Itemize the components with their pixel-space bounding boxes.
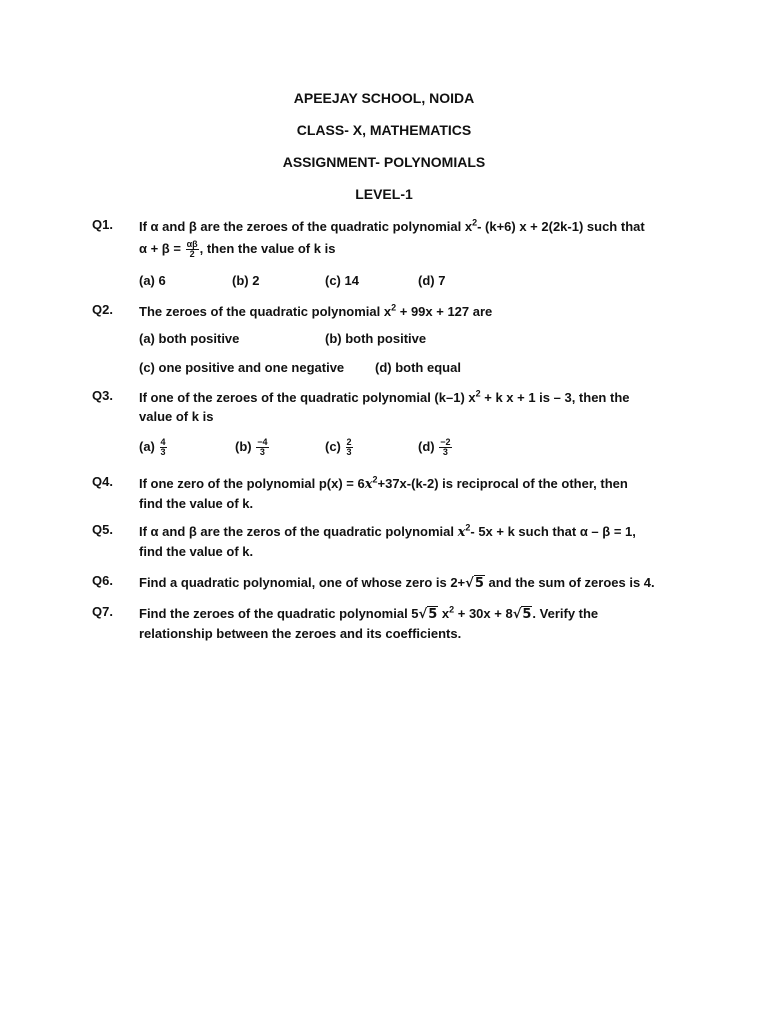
text-part: α + β = (139, 241, 181, 256)
question-line-2: find the value of k. (139, 496, 254, 511)
question-line-1 (139, 604, 679, 624)
level-title: LEVEL-1 (355, 186, 413, 202)
variable: x (457, 525, 466, 540)
radicand: 5 (474, 576, 484, 591)
superscript: 2 (475, 388, 481, 399)
text-part: The zeroes of the quadratic polynomial x (139, 304, 392, 319)
text-part: - 5x + k such that α – β = 1, (470, 524, 636, 539)
superscript: 2 (472, 217, 478, 228)
text-part: If α and β are the zeros of the quadratic polynomial (139, 524, 458, 539)
option-b: (b) both positive (325, 331, 427, 346)
radicand: 5 (522, 607, 532, 622)
option-b (235, 438, 270, 457)
text-part: Find the zeroes of the quadratic polynomial 5 (139, 606, 419, 621)
fraction (346, 438, 353, 457)
text-part: If one zero of the polynomial p(x) = 6 (139, 476, 365, 491)
school-name: APEEJAY SCHOOL, NOIDA (293, 90, 475, 106)
option-d: (d) 7 (418, 273, 446, 288)
square-root (465, 575, 485, 591)
fraction (186, 240, 199, 259)
option-d (418, 438, 453, 457)
text-part: Find a quadratic polynomial, one of whose zero is 2+ (139, 575, 466, 590)
question-line-1 (139, 217, 679, 236)
question-number: Q7. (92, 604, 113, 619)
question-number: Q1. (92, 217, 113, 232)
question-number: Q3. (92, 388, 113, 403)
question-line-2: relationship between the zeroes and its coefficients. (139, 626, 462, 641)
option-label: (a) (139, 438, 155, 454)
radical-sign: √ (418, 607, 428, 622)
option-c: (c) 14 (325, 273, 359, 288)
fraction-numerator: 2 (346, 437, 352, 447)
option-label: (b) (235, 438, 252, 454)
fraction (256, 438, 268, 457)
superscript: 2 (465, 522, 471, 533)
text-part: . Verify the (532, 606, 599, 621)
text-part: If one of the zeroes of the quadratic polynomial (k–1) x (139, 390, 476, 405)
fraction-numerator: −4 (257, 437, 268, 447)
superscript: 2 (372, 474, 378, 485)
fraction (160, 438, 167, 457)
text-part: If α and β are the zeroes of the quadratic polynomial x (139, 219, 473, 234)
option-label: (c) (325, 438, 341, 454)
question-number: Q4. (92, 474, 113, 489)
question-text (139, 302, 679, 321)
option-c (325, 438, 354, 457)
text-part: +37x-(k-2) is reciprocal of the other, then (377, 476, 628, 491)
text-part: + 30x + 8 (454, 606, 513, 621)
radical-sign: √ (465, 576, 474, 591)
text-part: + 99x + 127 are (396, 304, 493, 319)
question-line-1 (139, 388, 679, 407)
option-d: (d) both equal (375, 360, 461, 375)
question-line-2: find the value of k. (139, 544, 254, 559)
class-title: CLASS- X, MATHEMATICS (296, 122, 472, 138)
fraction-numerator: 4 (160, 437, 166, 447)
question-number: Q2. (92, 302, 113, 317)
question-line-1 (139, 474, 679, 494)
option-c: (c) one positive and one negative (139, 360, 345, 375)
question-text (139, 388, 679, 426)
option-a: (a) both positive (139, 331, 240, 346)
text-part: and the sum of zeroes is 4. (484, 575, 655, 590)
option-label: (d) (418, 438, 435, 454)
assignment-title: ASSIGNMENT- POLYNOMIALS (282, 154, 486, 170)
option-b: (b) 2 (232, 273, 260, 288)
radical-sign: √ (512, 607, 522, 622)
option-a (139, 438, 168, 457)
fraction-denominator: 2 (189, 249, 195, 260)
variable: x (364, 477, 373, 492)
question-text (139, 604, 679, 643)
question-text (139, 217, 679, 259)
fraction-numerator: −2 (440, 437, 451, 447)
square-root (513, 606, 533, 622)
question-text (139, 522, 679, 561)
question-line-2: value of k is (139, 409, 214, 424)
superscript: 2 (391, 302, 397, 313)
text-part: x (438, 606, 450, 621)
question-number: Q6. (92, 573, 113, 588)
question-text (139, 573, 679, 593)
text-part: + k x + 1 is – 3, then the (480, 390, 630, 405)
superscript: 2 (449, 604, 455, 615)
fraction-denominator: 3 (442, 447, 448, 457)
question-text (139, 474, 679, 513)
fraction-denominator: 3 (346, 447, 352, 457)
radicand: 5 (428, 607, 438, 622)
question-line-1 (139, 522, 679, 542)
fraction-denominator: 3 (259, 447, 265, 457)
fraction-numerator: αβ (186, 239, 198, 250)
fraction-denominator: 3 (160, 447, 166, 457)
fraction (439, 438, 451, 457)
question-number: Q5. (92, 522, 113, 537)
square-root (419, 606, 439, 622)
text-part: - (k+6) x + 2(2k-1) such that (477, 219, 645, 234)
option-a: (a) 6 (139, 273, 166, 288)
text-part: , then the value of k is (199, 241, 336, 256)
question-line-2 (139, 239, 679, 259)
